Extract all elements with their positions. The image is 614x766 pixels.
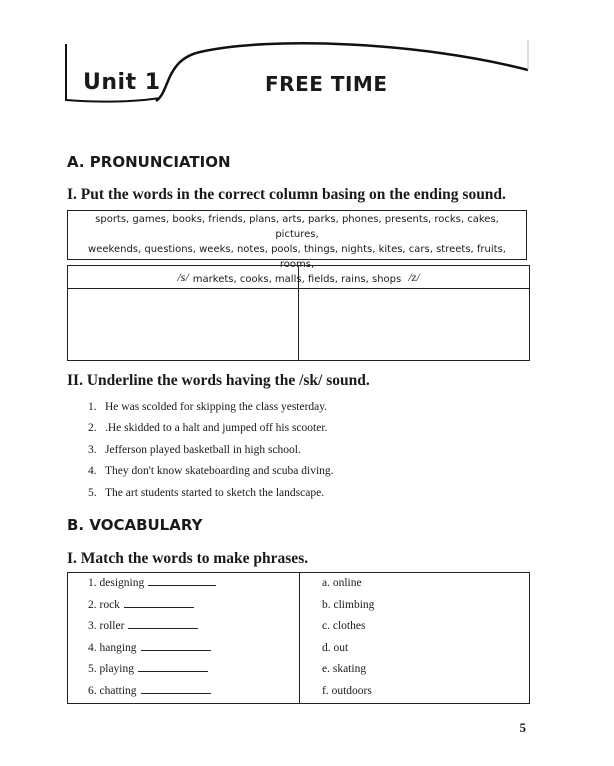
list-item: 2. .He skidded to a halt and jumped off his scooter. (88, 422, 328, 435)
list-item: b. climbing (322, 598, 375, 611)
answer-blank[interactable] (138, 660, 208, 672)
sk-sentence-list (88, 399, 508, 506)
page-number: 5 (519, 720, 526, 735)
match-right-column (322, 575, 374, 705)
unit-label: Unit 1 (83, 70, 161, 95)
answer-blank[interactable] (141, 682, 211, 694)
section-b-heading: B. VOCABULARY (67, 516, 203, 534)
task-a2-instruction: II. Underline the words having the /sk/ sound. (67, 372, 370, 389)
column-s-header: /s/ (68, 266, 299, 289)
sound-columns-table (67, 265, 530, 361)
list-item: 6. chatting (88, 682, 216, 704)
match-left-column (88, 574, 216, 704)
section-a-heading: A. PRONUNCIATION (67, 153, 231, 171)
list-item: c. clothes (322, 620, 366, 633)
word-bank (67, 210, 527, 285)
list-item: 4. They don't know skateboarding and scuba diving. (88, 465, 334, 478)
word-bank-line: sports, games, books, friends, plans, arts, parks, phones, presents, rocks, cakes, pictures, (95, 214, 499, 240)
list-item: 5. playing (88, 660, 216, 682)
list-item: a. online (322, 577, 362, 589)
unit-title: FREE TIME (265, 72, 388, 96)
task-b1-instruction: I. Match the words to make phrases. (67, 550, 309, 567)
list-item: 3. Jefferson played basketball in high school. (88, 443, 301, 456)
list-item: f. outdoors (322, 684, 372, 697)
column-s-answer-cell[interactable] (68, 289, 299, 361)
answer-blank[interactable] (128, 617, 198, 629)
matching-divider (299, 573, 300, 703)
answer-blank[interactable] (141, 639, 211, 651)
list-item: 3. roller (88, 617, 216, 639)
list-item: d. out (322, 641, 349, 654)
list-item: e. skating (322, 663, 367, 676)
answer-blank[interactable] (124, 596, 194, 608)
list-item: 5. The art students started to sketch the landscape. (88, 486, 325, 499)
word-bank-line: weekends, questions, weeks, notes, pools, things, nights, kites, cars, streets, fruits, rooms, (88, 244, 506, 270)
column-z-answer-cell[interactable] (299, 289, 530, 361)
column-z-header: /z/ (299, 266, 530, 289)
word-bank-line: markets, cooks, malls, fields, rains, shops (192, 274, 402, 285)
list-item: 4. hanging (88, 639, 216, 661)
list-item: 1. He was scolded for skipping the class yesterday. (88, 401, 328, 413)
answer-blank[interactable] (148, 574, 216, 586)
list-item: 1. designing (88, 574, 216, 596)
list-item: 2. rock (88, 596, 216, 618)
matching-table (67, 572, 530, 704)
task-a1-instruction: I. Put the words in the correct column basing on the ending sound. (67, 186, 506, 203)
